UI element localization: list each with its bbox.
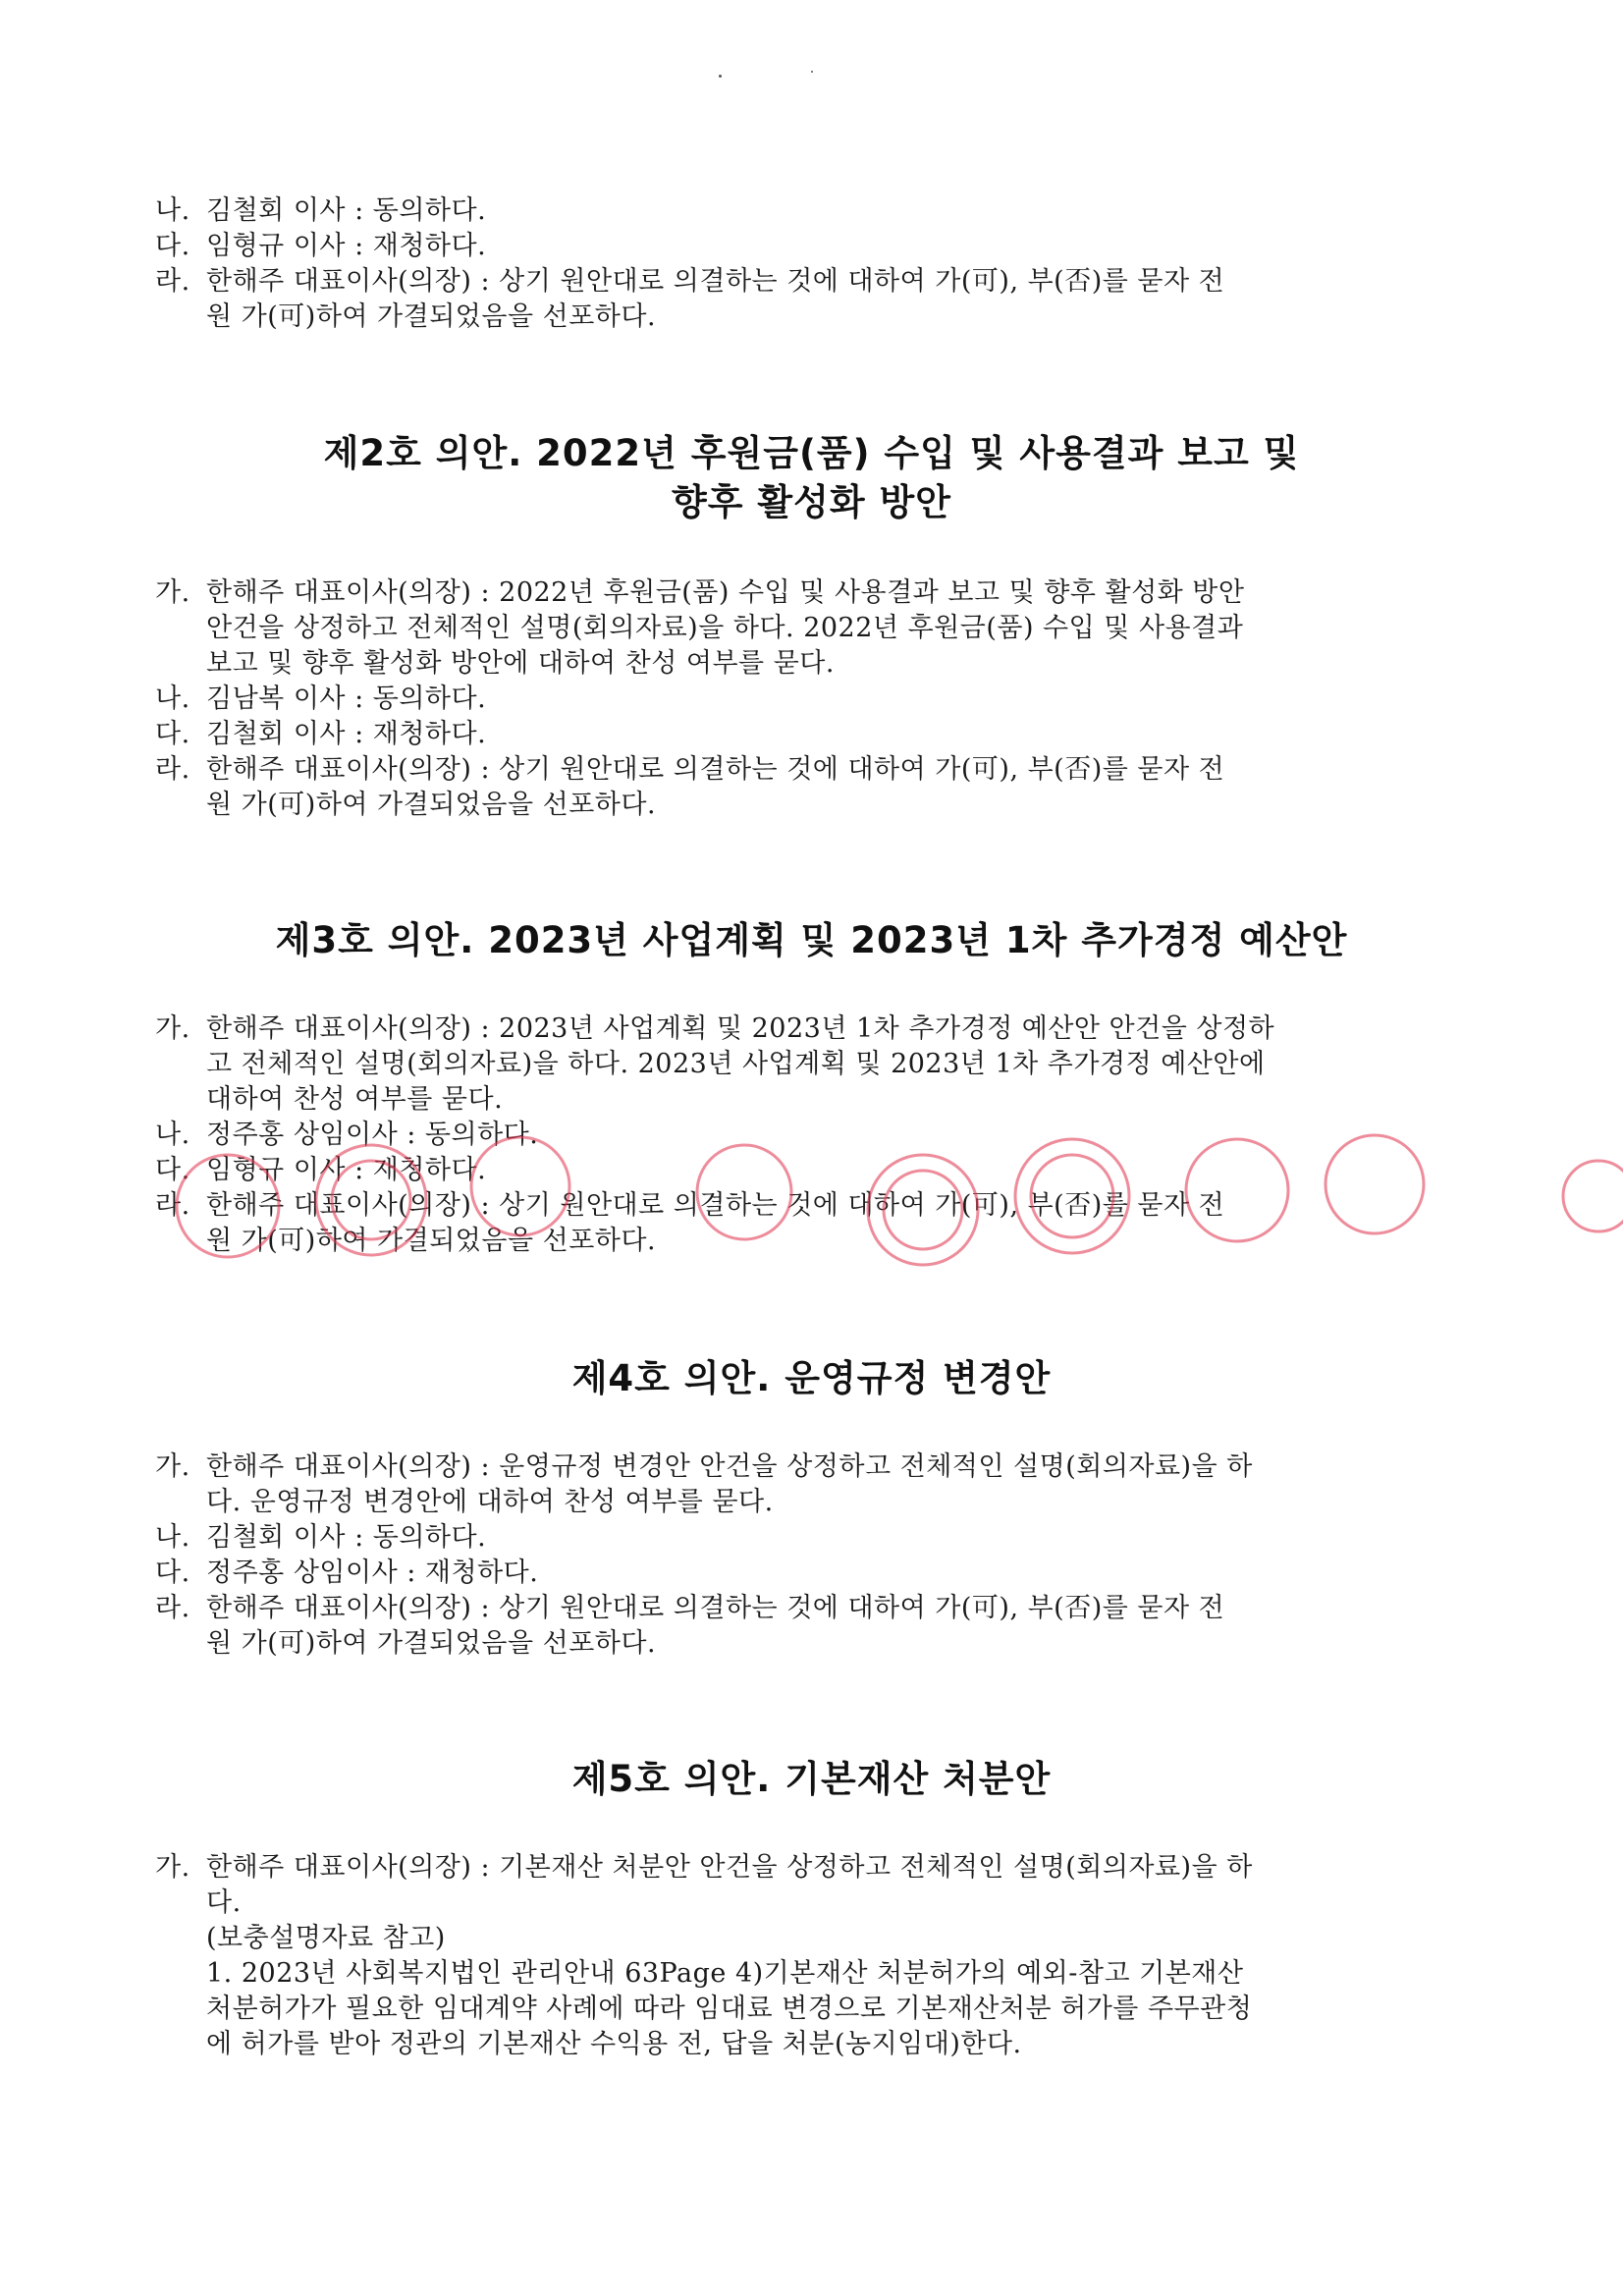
agenda5-line-cont: 다. — [206, 1887, 242, 1918]
agenda2-title-line1: 제2호 의안. 2022년 후원금(품) 수입 및 사용결과 보고 및 — [323, 432, 1300, 474]
agenda2-line-cont: 원 가(可)하여 가결되었음을 선포하다. — [206, 790, 657, 820]
prev-line-na: 나. 김철회 이사 : 동의하다. — [155, 195, 487, 226]
agenda4-title: 제4호 의안. 운영규정 변경안 — [571, 1357, 1052, 1399]
agenda4-line-ga: 가. 한해주 대표이사(의장) : 운영규정 변경안 안건을 상정하고 전체적인 설명(회의자료)을 하 — [155, 1451, 1253, 1482]
agenda4-line-cont: 원 가(可)하여 가결되었음을 선포하다. — [206, 1628, 657, 1659]
prev-line-da: 다. 임형규 이사 : 재청하다. — [155, 231, 487, 261]
scan-speck — [811, 71, 813, 73]
agenda5-line-note: (보충설명자료 참고) — [206, 1923, 446, 1953]
agenda3-title: 제3호 의안. 2023년 사업계획 및 2023년 1차 추가경정 예산안 — [275, 919, 1348, 961]
agenda5-line-cont: 처분허가가 필요한 임대계약 사례에 따라 임대료 변경으로 기본재산처분 허가를 주무관청 — [206, 1994, 1253, 2024]
agenda4-line-da: 다. 정주홍 상임이사 : 재청하다. — [155, 1558, 539, 1588]
agenda2-line-cont: 안건을 상정하고 전체적인 설명(회의자료)을 하다. 2022년 후원금(품) 수입 및 사용결과 — [206, 613, 1244, 643]
seal-stamp — [1563, 1161, 1623, 1231]
agenda3-line-cont: 고 전체적인 설명(회의자료)을 하다. 2023년 사업계획 및 2023년 1차 추가경정 예산안에 — [206, 1049, 1266, 1079]
agenda2-line-da: 다. 김철회 이사 : 재청하다. — [155, 719, 487, 749]
agenda4-line-na: 나. 김철회 이사 : 동의하다. — [155, 1522, 487, 1553]
agenda5-line-item1: 1. 2023년 사회복지법인 관리안내 63Page 4)기본재산 처분허가의 예외-참고 기본재산 — [206, 1958, 1244, 1989]
agenda3-line-da: 다. 임형규 이사 : 재청하다. — [155, 1155, 487, 1185]
agenda3-line-cont: 대하여 찬성 여부를 묻다. — [206, 1084, 504, 1115]
agenda2-title-line2: 향후 활성화 방안 — [672, 481, 951, 523]
agenda3-line-cont: 원 가(可)하여 가결되었음을 선포하다. — [206, 1226, 657, 1256]
agenda4-line-cont: 다. 운영규정 변경안에 대하여 찬성 여부를 묻다. — [206, 1487, 774, 1517]
agenda2-line-na: 나. 김남복 이사 : 동의하다. — [155, 683, 487, 714]
agenda5-line-ga: 가. 한해주 대표이사(의장) : 기본재산 처분안 안건을 상정하고 전체적인 설명(회의자료)을 하 — [155, 1852, 1253, 1883]
agenda4-line-ra: 라. 한해주 대표이사(의장) : 상기 원안대로 의결하는 것에 대하여 가(可), 부(否)를 묻자 전 — [155, 1593, 1225, 1623]
agenda2-line-cont: 보고 및 향후 활성화 방안에 대하여 찬성 여부를 묻다. — [206, 648, 835, 679]
prev-line-cont: 원 가(可)하여 가결되었음을 선포하다. — [206, 301, 657, 332]
agenda3-line-ga: 가. 한해주 대표이사(의장) : 2023년 사업계획 및 2023년 1차 추가경정 예산안 안건을 상정하 — [155, 1013, 1275, 1044]
agenda5-line-cont: 에 허가를 받아 정관의 기본재산 수익용 전, 답을 처분(농지임대)한다. — [206, 2029, 1022, 2059]
agenda3-line-na: 나. 정주홍 상임이사 : 동의하다. — [155, 1120, 539, 1150]
prev-line-ra: 라. 한해주 대표이사(의장) : 상기 원안대로 의결하는 것에 대하여 가(可), 부(否)를 묻자 전 — [155, 266, 1225, 297]
agenda2-line-ra: 라. 한해주 대표이사(의장) : 상기 원안대로 의결하는 것에 대하여 가(可), 부(否)를 묻자 전 — [155, 754, 1225, 785]
agenda2-line-ga: 가. 한해주 대표이사(의장) : 2022년 후원금(품) 수입 및 사용결과 보고 및 향후 활성화 방안 — [155, 577, 1245, 608]
scan-speck — [719, 75, 722, 78]
agenda3-line-ra: 라. 한해주 대표이사(의장) : 상기 원안대로 의결하는 것에 대하여 가(可), 부(否)를 묻자 전 — [155, 1190, 1225, 1221]
agenda5-title: 제5호 의안. 기본재산 처분안 — [571, 1758, 1052, 1800]
